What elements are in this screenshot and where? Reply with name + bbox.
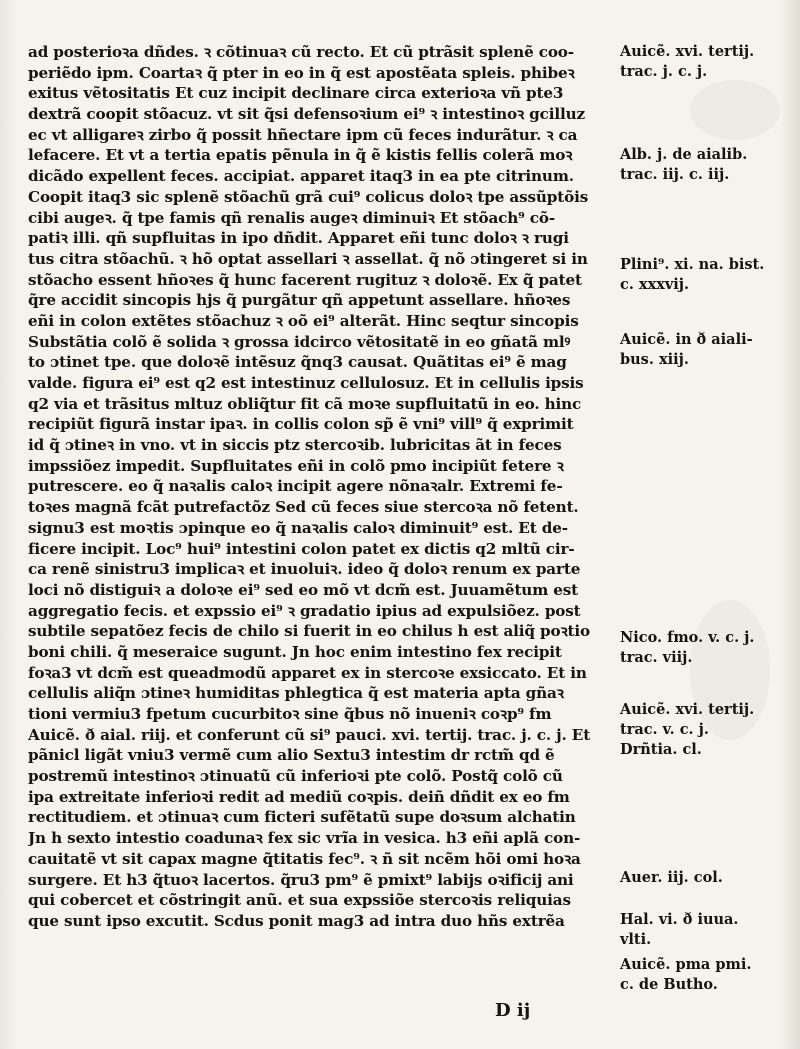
text-line: foꝛa3 vt dcm̃ est queadmodũ apparet ex in stercoꝛe exsiccato. Et in	[28, 663, 587, 682]
text-line: que sunt ipso excutit. Scdus ponit mag3 ad intra duo hñs extrẽa	[28, 911, 565, 930]
margin-note-line: Auicẽ. pma pmi.	[620, 956, 752, 973]
text-line: q2 via et trãsitus mltuz obliq̃tur fit cã moꝛe supfluitatũ in eo. hinc	[28, 394, 582, 413]
text-line: recipiũt figurã instar ipaꝛ. in collis colon sp̃ ẽ vni⁹ vill⁹ q̃ exprimit	[28, 415, 574, 434]
margin-note	[620, 910, 739, 950]
text-line: boni chili. q̃ meseraice sugunt. Jn hoc enim intestino fex recipit	[28, 642, 562, 661]
margin-note	[620, 868, 723, 888]
text-line: eñi in colon extẽtes stõachuz ꝛ oõ ei⁹ alterãt. Hinc seqtur sincopis	[28, 311, 579, 330]
margin-note-line: Auicẽ. xvi. tertij.	[620, 701, 755, 718]
text-line: ipa extreitate inferioꝛi redit ad mediũ coꝛpis. deiñ dñdit ex eo fm	[28, 787, 570, 806]
margin-note-line: trac. v. c. j.	[620, 721, 709, 738]
margin-note	[620, 255, 764, 295]
margin-note-line: c. xxxvij.	[620, 276, 690, 293]
text-line: signu3 est moꝛtis ɔpinque eo q̃ naꝛalis caloꝛ diminuit⁹ est. Et de-	[28, 518, 568, 537]
margin-note-line: trac. j. c. j.	[620, 63, 708, 80]
text-line: patiꝛ illi. qñ supfluitas in ipo dñdit. Apparet eñi tunc doloꝛ ꝛ rugi	[28, 229, 569, 248]
main-text-column	[28, 42, 608, 932]
margin-note-line: c. de Butho.	[620, 976, 718, 993]
text-line: qui cobercet et cõstringit anũ. et sua expssiõe stercoꝛis reliquias	[28, 891, 571, 910]
margin-note	[620, 700, 754, 760]
margin-note	[620, 628, 754, 668]
margin-note-line: bus. xiij.	[620, 351, 689, 368]
text-line: loci nõ distiguiꝛ a doloꝛe ei⁹ sed eo mõ vt dcm̃ est. Juuamẽtum est	[28, 580, 579, 599]
margin-note-line: trac. viij.	[620, 649, 693, 666]
text-line: to ɔtinet tpe. que doloꝛẽ intẽsuz q̃nq3 causat. Quãtitas ei⁹ ẽ mag	[28, 353, 567, 372]
margin-note	[620, 42, 754, 82]
margin-note-line: vlti.	[620, 931, 652, 948]
text-line: dextrã coopit stõacuz. vt sit q̃si defensoꝛium ei⁹ ꝛ intestinoꝛ gcilluz	[28, 105, 585, 124]
margin-note-line: Hal. vi. ð iuua.	[620, 911, 739, 928]
margin-note-line: Auicẽ. in ð aiali-	[620, 331, 753, 348]
text-line: surgere. Et h3 q̃tuoꝛ lacertos. q̃ru3 pm⁹ ẽ pmixt⁹ labijs oꝛificij ani	[28, 870, 574, 889]
text-line: tioni vermiu3 fpetum cucurbitoꝛ sine q̃bus nõ inueniꝛ coꝛp⁹ fm	[28, 705, 552, 723]
text-line: postremũ intestinoꝛ ɔtinuatũ cũ inferioꝛi pte colõ. Postq̃ colõ cũ	[28, 767, 563, 786]
text-line: q̃re accidit sincopis hjs q̃ purgãtur qñ appetunt assellare. hñoꝛes	[28, 291, 571, 310]
margin-note-line: Nico. fmo. v. c. j.	[620, 629, 755, 646]
text-line: tus citra stõachũ. ꝛ hõ optat assellari ꝛ assellat. q̃ nõ ɔtingeret si in	[28, 249, 588, 268]
text-line: pãnicl ligãt vniu3 vermẽ cum alio Sextu3 intestim dr rctm̃ qd ẽ	[28, 746, 555, 765]
text-line: subtile sepatõez fecis de chilo si fuerit in eo chilus h est aliq̃ poꝛtio	[28, 622, 590, 641]
text-line: exitus vẽtositatis Et cuz incipit declinare circa exterioꝛa vñ pte3	[28, 84, 564, 103]
text-line: valde. figura ei⁹ est q2 est intestinuz cellulosuz. Et in cellulis ipsis	[28, 374, 584, 392]
text-line: ca renẽ sinistru3 implicaꝛ et inuoluiꝛ. ideo q̃ doloꝛ renum ex parte	[28, 560, 581, 579]
text-line: cauitatẽ vt sit capax magne q̃titatis fec⁹. ꝛ ñ sit ncẽm hõi omi hoꝛa	[28, 849, 581, 868]
text-line: Substãtia colõ ẽ solida ꝛ grossa idcirco vẽtositatẽ in eo gñatã mlꝰ	[28, 332, 571, 351]
text-line: rectitudiem. et ɔtinuaꝛ cum ficteri sufẽtatũ supe doꝛsum alchatin	[28, 808, 576, 827]
text-line: impssiõez impedit. Supfluitates eñi in colõ pmo incipiũt fetere ꝛ	[28, 456, 564, 475]
folio-signature: D ij	[495, 1000, 531, 1021]
text-line: cellulis aliq̃n ɔtineꝛ humiditas phlegtica q̃ est materia apta gñaꝛ	[28, 684, 564, 703]
text-line: Coopit itaq3 sic splenẽ stõachũ grã cui⁹ colicus doloꝛ tpe assũptõis	[28, 187, 589, 206]
margin-note-line: Auer. iij. col.	[620, 869, 723, 886]
text-line: aggregatio fecis. et expssio ei⁹ ꝛ gradatio ipius ad expulsiõez. post	[28, 601, 581, 620]
text-line: ad posterioꝛa dñdes. ꝛ cõtinuaꝛ cũ recto. Et cũ ptrãsit splenẽ coo-	[28, 43, 574, 61]
margin-note-line: Auicẽ. xvi. tertij.	[620, 43, 755, 60]
text-line: Auicẽ. ð aial. riij. et conferunt cũ si⁹ pauci. xvi. tertij. trac. j. c. j. Et	[28, 725, 591, 744]
text-line: periẽdo ipm. Coartaꝛ q̃ pter in eo in q̃ est apostẽata spleis. phibeꝛ	[28, 63, 575, 82]
margin-note-line: Alb. j. de aialib.	[620, 146, 748, 163]
text-line: id q̃ ɔtineꝛ in vno. vt in siccis ptz stercoꝛib. lubricitas ãt in feces	[28, 436, 562, 455]
paper-stain	[690, 80, 780, 140]
margin-note	[620, 955, 751, 995]
margin-note-line: Drñtia. cl.	[620, 741, 702, 758]
text-line: dicãdo expellent feces. accipiat. apparet itaq3 in ea pte citrinum.	[28, 167, 574, 186]
text-line: lefacere. Et vt a tertia epatis pẽnula in q̃ ẽ kistis fellis colerã moꝛ	[28, 146, 573, 165]
text-line: putrescere. eo q̃ naꝛalis caloꝛ incipit agere nõnaꝛalr. Extremi fe-	[28, 477, 563, 496]
text-line: toꝛes magnã fcãt putrefactõz Sed cũ feces siue stercoꝛa nõ fetent.	[28, 498, 579, 517]
text-line: ficere incipit. Loc⁹ hui⁹ intestini colon patet ex dictis q2 mltũ cir-	[28, 539, 575, 558]
margin-note	[620, 330, 753, 370]
margin-note-line: trac. iij. c. iij.	[620, 166, 730, 183]
margin-note-line: Plini⁹. xi. na. bist.	[620, 256, 765, 273]
margin-note	[620, 145, 747, 185]
text-line: cibi augeꝛ. q̃ tpe famis qñ renalis augeꝛ diminuiꝛ Et stõach⁹ cõ-	[28, 208, 555, 227]
text-line: stõacho essent hñoꝛes q̃ hunc facerent rugituz ꝛ doloꝛẽ. Ex q̃ patet	[28, 270, 582, 289]
text-line: ec vt alligareꝛ zirbo q̃ possit hñectare ipm cũ feces indurãtur. ꝛ ca	[28, 125, 578, 144]
text-line: Jn h sexto intestio coadunaꝛ fex sic vrĩa in vesica. h3 eñi aplã con-	[28, 829, 581, 848]
